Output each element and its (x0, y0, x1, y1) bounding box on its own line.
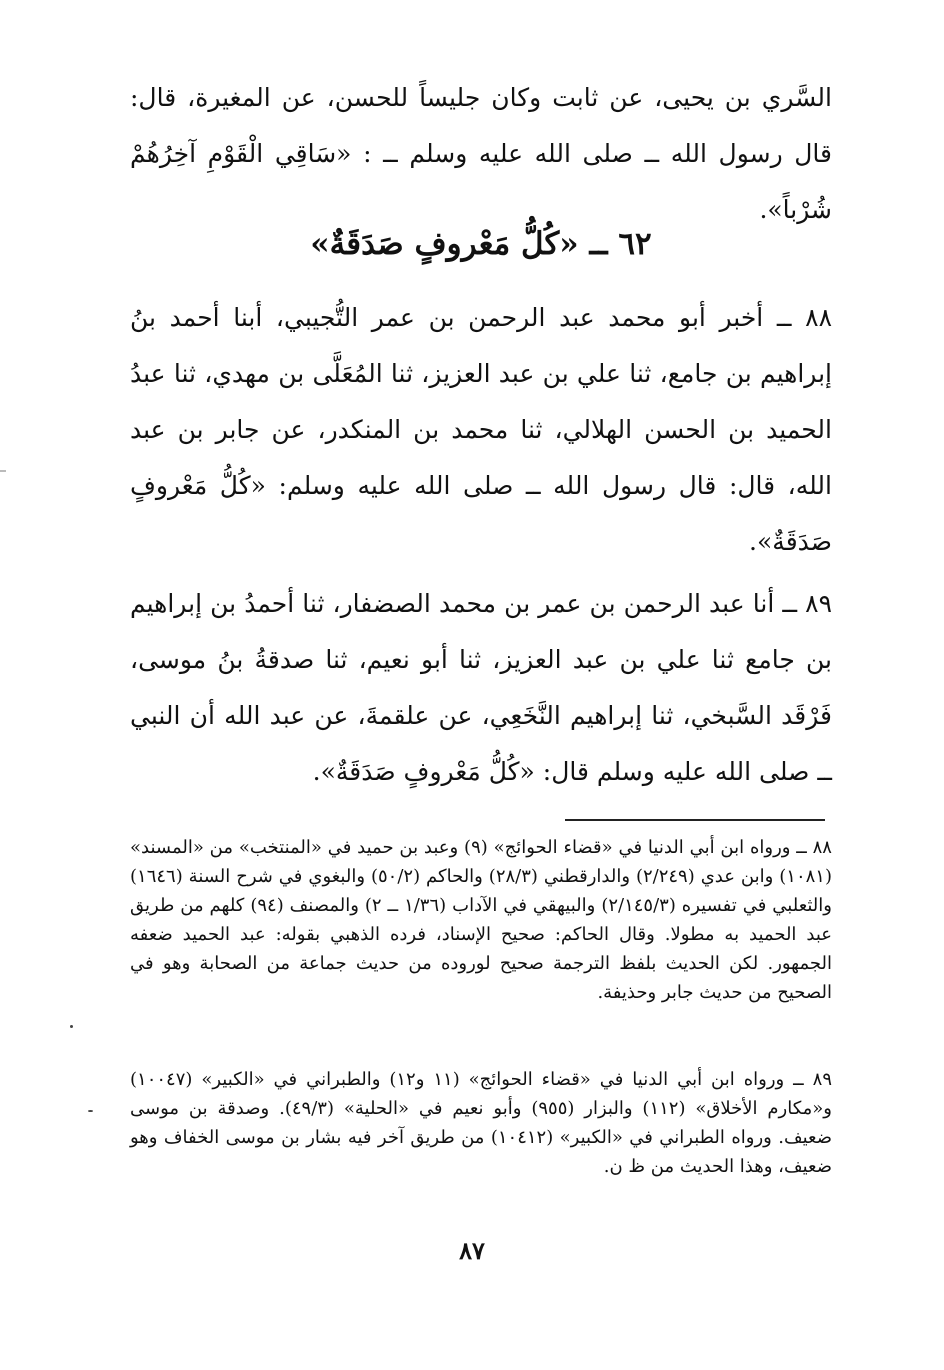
footnote-88: ٨٨ ــ ورواه ابن أبي الدنيا في «قضاء الحوائج» (٩) وعبد بن حميد في «المنتخب» من «المسند» (١٠٨١) وابن عدي (٢/٢٤٩) والدارقطني (٢٨/٣) والحاكم (٥٠/٢) والبغوي في شرح السنة (١٦٤٦) والثعلبي في تفسيره (٢/١٤٥/٣) والبيهقي في الآداب (١/٣٦ ــ ٢) والمصنف (٩٤) كلهم من طريق عبد الحميد به مطولا. وقال الحاكم: صحيح الإسناد، فرده الذهبي بقوله: عبد الحميد ضعفه الجمهور. لكن الحديث بلفظ الترجمة صحيح لوروده من حديث جماعة من الصحابة وهو في الصحيح من حديث جابر وحذيفة. (130, 837, 832, 1003)
footnote-divider (565, 819, 825, 821)
intro-paragraph: السَّري بن يحيى، عن ثابت وكان جليساً للحسن، عن المغيرة، قال: قال رسول الله ــ صلى الله عليه وسلم ــ : «سَاقِي الْقَوْمِ آخِرُهُمْ شُرْباً». (130, 83, 832, 224)
chapter-heading: ٦٢ ــ «كُلُّ مَعْروفٍ صَدَقَةٌ» (310, 226, 652, 262)
hadith-89-paragraph: ٨٩ ــ أنا عبد الرحمن بن عمر بن محمد الصضفار، ثنا أحمدُ بن إبراهيم بن جامع ثنا علي بن عبد العزيز، ثنا أبو نعيم، ثنا صدقةُ بنُ موسى، فَرْقَد السَّبخي، ثنا إبراهيم النَّخَعِي، عن علقمةَ، عن عبد الله أن النبي ــ صلى الله عليه وسلم قال: «كُلُّ مَعْروفٍ صَدَقَةٌ». (130, 589, 832, 786)
page-number: ٨٧ (459, 1236, 485, 1265)
footnote-89: ٨٩ ــ ورواه ابن أبي الدنيا في «قضاء الحوائج» (١١ و١٢) والطبراني في «الكبير» (١٠٠٤٧) و«مكارم الأخلاق» (١١٢) والبزار (٩٥٥) وأبو نعيم في «الحلية» (٤٩/٣). وصدقة بن موسى ضعيف. ورواه الطبراني في «الكبير» (١٠٤١٢) من طريق آخر فيه بشار بن موسى الخفاف وهو ضعيف، وهذا الحديث من ظ ن. (130, 1069, 833, 1177)
scan-edge-mark (0, 470, 6, 472)
hadith-88-paragraph: ٨٨ ــ أخبر أبو محمد عبد الرحمن بن عمر التُّجيبي، أبنا أحمد بنُ إبراهيم بن جامع، ثنا علي بن عبد العزيز، ثنا المُعَلَّى بن مهدي، ثنا عبدُ الحميد بن الحسن الهلالي، ثنا محمد بن المنكدر، عن جابر بن عبد الله، قال: قال رسول الله ــ صلى الله عليه وسلم: «كُلُّ مَعْروفٍ صَدَقَةٌ». (130, 303, 832, 556)
scan-speck (70, 1025, 73, 1028)
scan-speck (88, 1110, 93, 1112)
